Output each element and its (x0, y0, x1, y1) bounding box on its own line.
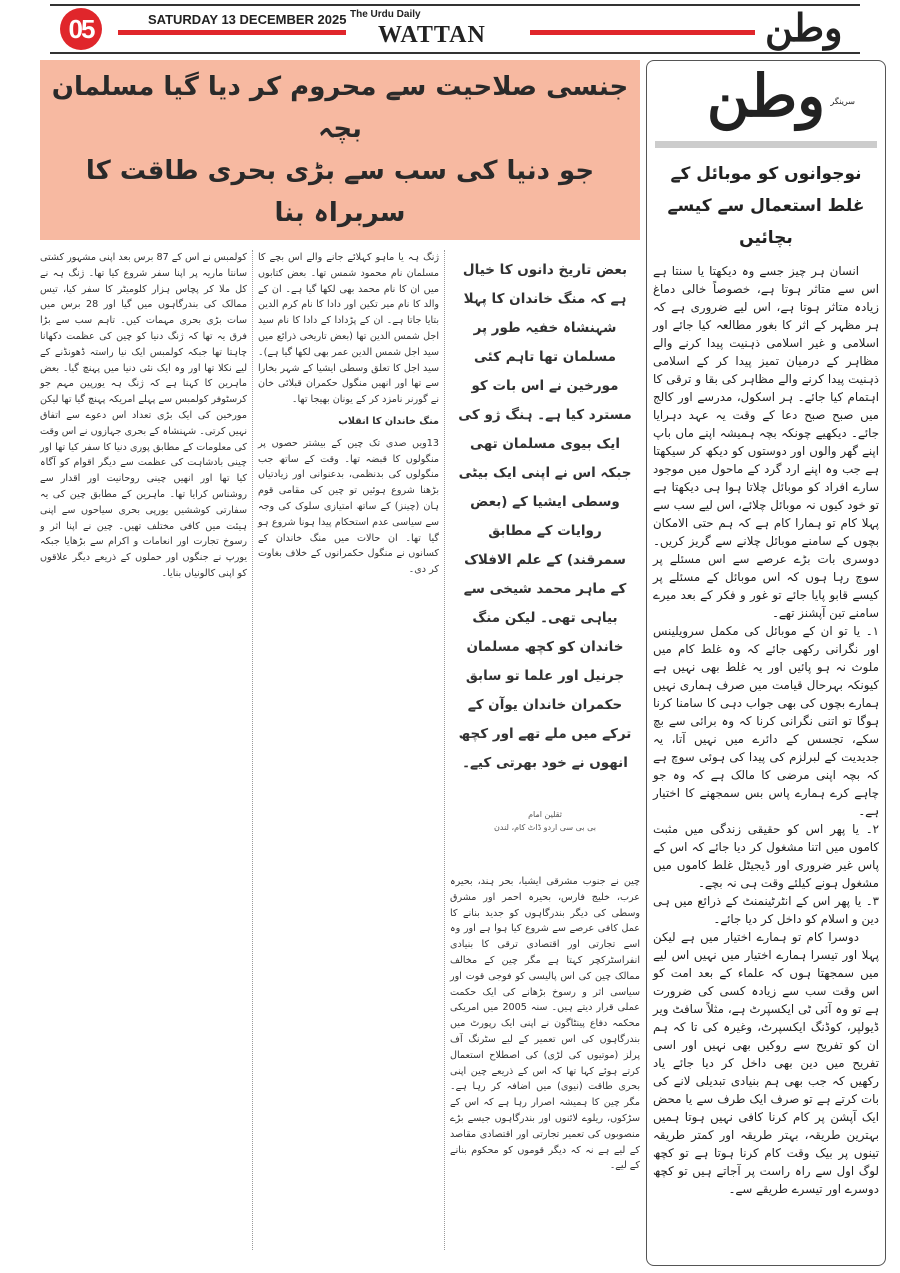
headline-line-2: جو دنیا کی سب سے بڑی بحری طاقت کا سربراہ بنا (85, 156, 595, 228)
sidebar-title (647, 158, 885, 254)
sidebar-paragraph: ٣۔ یا پھر اس کے انٹرٹینمنٹ کے ذرائع میں ہی دین و اسلام کو داخل کر دیا جائے۔ (653, 894, 879, 926)
article-column-2 (253, 250, 445, 1250)
masthead-title: WATTAN (378, 22, 486, 48)
sidebar-body (647, 262, 885, 1198)
sidebar-column (646, 60, 886, 1266)
masthead-tagline: The Urdu Daily (350, 9, 421, 20)
article-columns (40, 250, 640, 1250)
article-subheading: منگ خاندان کا انقلاب (338, 415, 439, 427)
article-paragraph: ژنگ ہہ یا ماہو کہلائے جانے والے اس بچے کا مسلمان نام محمود شمس تھا۔ بعض کتابوں میں ان کا نام محمد بھی لکھا گیا ہے۔ ان کے والد کا نام میر تکین اور دادا کا نام کرم الدین بتایا جاتا ہے۔ ان کے پڑدادا کے دادا کا نام سید اجل شمس الدین تھا (بعض تاریخی ذرائع میں سید اجل شمس الدین عمر بھی لکھا گیا ہے)۔ سید اجل کا تعلق وسطی ایشیا کے شہر بخارا سے تھا اور انھیں منگول حکمران قبلائی خان نے گورنر نامزد کر کے یونان بھیجا تھا۔ (258, 252, 439, 406)
top-rule (50, 4, 860, 6)
sidebar-title-line-1: نوجوانوں کو موبائل کے (670, 164, 862, 184)
sidebar-logo (647, 61, 885, 137)
sidebar-logo-subtext: سرینگر (830, 97, 855, 106)
headline-box (40, 60, 640, 240)
urdu-logo: وطن (765, 5, 843, 50)
pull-quote: بعض تاریخ دانوں کا خیال ہے کہ منگ خاندان کا پہلا شہنشاہ خفیہ طور پر مسلمان تھا تاہم کئی مورخین نے اس بات کو مسترد کیا ہے۔ ہنگ ژو کی ایک بیوی مسلمان تھی جبکہ اس نے اپنی ایک بیٹی وسطی ایشیا کے (بعض روایات کے مطابق سمرقند) کے علم الافلاک کے ماہر محمد شیخی سے بیاہی تھی۔ لیکن منگ خاندان کو کچھ مسلمان جرنیل اور علما تو سابق حکمران خاندان یوآن کے ترکے میں ملے تھے اور کچھ انھوں نے خود بھرتی کیے۔ (458, 262, 632, 771)
article-paragraph: کولمبس نے اس کے 87 برس بعد اپنی مشہور کشتی سانتا ماریہ پر اپنا سفر شروع کیا تھا۔ ژنگ ہہ نے کل ملا کر پچاس ہزار کلومیٹر کا سفر کیا، تیس ممالک کی بندرگاہوں میں گیا اور 28 برس میں سات بڑی بحری مہمات کیں۔ تاہم سب سے بڑا فرق یہ تھا کہ ژنگ دنیا کو چین کی عظمت دکھانا چاہتا تھا جبکہ کولمبس ایک نیا راستہ ڈھونڈنے کے لیے نکلا تھا اور وہ ایک نئی دنیا میں پہنچ گیا۔ بعض ماہرین کا کہنا ہے کہ ژنگ ہہ یورپین مہم جو کرسٹوفر کولمبس سے پہلے امریکہ پہنچ گیا تھا لیکن مورخین کی ایک بڑی تعداد اس دعوے سے اتفاق نہیں کرتی۔ شہنشاہ کے بحری جہازوں نے اس وقت کی معلومات کے مطابق پوری دنیا کا سفر کیا تھا اور چینی بادشاہت کی عظمت سے دیگر اقوام کو آگاہ کیا تھا اور انھیں چینی روحانیت اور اقدار سے روشناس کرایا تھا۔ ماہرین کے مطابق چین کی یہ سفارتی کوششیں یورپی بحری سیاحوں سے اپنی ہیئت میں کافی مختلف تھیں۔ چین نے اپنا اثر و رسوخ تجارت اور انعامات و اکرام سے بڑھایا جبکہ یورپ نے جنگوں اور حملوں کے ذریعے دیگر علاقوں کو اپنی کالونیاں بنایا۔ (40, 252, 247, 579)
divider (655, 141, 877, 148)
header-bottom-rule (50, 52, 860, 54)
headline-line-1: جنسی صلاحیت سے محروم کر دیا گیا مسلمان بچہ (51, 72, 629, 144)
byline (450, 808, 640, 834)
sidebar-logo-text: وطن (706, 62, 826, 130)
sidebar-paragraph: ٢۔ یا پھر اس کو حقیقی زندگی میں مثبت کاموں میں اتنا مشغول کر دیا جائے کہ اس کے پاس غیر ضروری اور ڈیجیٹل غلط کاموں میں مشغول ہونے کیلئے وقت ہی نہ بچے۔ (653, 822, 879, 890)
author-name: ثقلین امام (528, 810, 562, 819)
article-source: بی بی سی اردو ڈاٹ کام، لندن (494, 823, 596, 832)
header-red-bar-right (530, 30, 755, 35)
header-red-bar-left (118, 30, 346, 35)
sidebar-paragraph: ١۔ یا تو ان کے موبائل کی مکمل سرویلینس اور نگرانی رکھی جائے کہ وہ غلط کام میں ملوث نہ ہو پائیں اور یہ غلط بھی نہیں ہے کیونکہ بہرحال قیامت میں صرف ہماری نہیں ہمارے بچوں کی بھی جواب دہی کا سامنا کرنا ہوگا تو اتنی نگرانی کرنا کہ وہ برائی سے بچ سکے، تجسس کے دائرے میں نہیں آتا، یہ جدیدیت کے لبرلزم کی پیدا کی ہوئی سوچ ہے کہ بچہ اپنی مرضی کا مالک ہے کہ وہ جو چاہے کرے ہمارے پاس بس سمجھنے کا اختیار ہے۔ (653, 624, 879, 818)
sidebar-paragraph: انسان ہر چیز جسے وہ دیکھتا یا سنتا ہے اس سے متاثر ہوتا ہے، خصوصاً خالی دماغ زیادہ متاثر ہوتا ہے، اس لیے ضروری ہے کہ ہر مظہر کے اثر کا بغور مطالعہ کیا جائے اور اسلامی و غیر اسلامی ذہنیت پیدا کرنے والے مظاہر کے درمیان تمیز پیدا کر کے اسلامی ذہنیت پیدا کرنے والے مظاہر کی بقا و ترقی کا اہتمام کیا جائے۔ ہر اسکول، مدرسے اور کالج میں صبح صبح دعا کے وقت یہ عہد دہرایا جائے۔ دیکھیے چونکہ بچہ ہمیشہ اپنے ماں باپ اپنے گھر والوں اور دوستوں کو دیکھ کر سیکھتا ہے جب وہ اپنے ارد گرد کے ماحول میں موجود سارے افراد کو موبائل چلاتا ہوا ہی دیکھتا ہے تو خود کیوں نہ موبائل چلائے، اس لیے سب سے پہلا کام تو ہمارا کام ہے کہ ہم حتی الامکان بچوں کے سامنے موبائل چلانے سے گریز کریں۔ دوسری بات بڑے عرصے سے اس مسئلے پر سوچ رہا ہوں کہ اس موبائل کے مسئلے پر کیسے قابو پایا جائے تو غور و فکر کے بعد میرے سامنے تین آپشنز تھے۔ (653, 264, 879, 620)
main-article (40, 60, 640, 1250)
sidebar-paragraph: دوسرا کام تو ہمارے اختیار میں ہے لیکن پہلا اور تیسرا ہمارے اختیار میں نہیں اس لیے میں سمجھتا ہوں کہ علماء کے بعد امت کو اس وقت سب سے زیادہ کسی کی ضرورت ہے تو وہ آئی ٹی ایکسپرٹ ہے، مثلاً سافٹ ویر ڈیولپر، کوڈنگ ایکسپرٹ، وغیرہ کی تا کہ ہم ان کو تفریح سے روکیں بھی نہیں اور اسی تفریح میں دین بھی داخل کر دیا جائے یاد رکھیں کہ جب بھی ہم بنیادی تبدیلی لانے کی بات کرتے ہے تو صرف ایک طرف سے یا محض ایک آپشن پر کام کرنا کافی نہیں ہوتا ہمیں بہترین طریقہ، بہتر طریقہ اور کمتر طریقہ تینوں پر بیک وقت کام کرنا ہوتا ہے تو کچھ لوگ اول سے راہ راست پر آجاتے ہیں تو کچھ دوسرے اور تیسرے طریقے سے۔ (653, 930, 879, 1196)
article-column-1 (445, 250, 640, 1250)
article-paragraph: چین نے جنوب مشرقی ایشیا، بحر ہند، بحیرہ عرب، خلیج فارس، بحیرہ احمر اور مشرق وسطی کی دیگر بندرگاہوں کو جدید بنانے کا عمل کافی عرصے سے شروع کیا ہوا ہے اور وہ اسے تجارتی اور اقتصادی ترقی کا بنیادی انفراسٹرکچر کہتا ہے مگر چین کے مخالف ممالک چین کی اس پالیسی کو فوجی قوت اور سیاسی اثر و رسوخ بڑھانے کی ایک حکمت عملی قرار دیتے ہیں۔ سنہ 2005 میں امریکی محکمہ دفاع پینٹاگون نے اپنی ایک رپورٹ میں بندرگاہوں کی اس تعمیر کے لیے سٹرنگ آف پرلز (موتیوں کی لڑی) کی اصطلاح استعمال کرتے ہوئے کہا تھا کہ اس کے ذریعے چین اپنی بحری طاقت (نیوی) میں اضافہ کر رہا ہے۔ مگر چین کا ہمیشہ اصرار رہا ہے کہ اس کے سڑکوں، ریلوے لائنوں اور بندرگاہوں جیسے بڑے منصوبوں کی تعمیر تجارتی اور اقتصادی مقاصد کے لیے ہے نہ کہ دیگر قوموں کو محکوم بنانے کے لیے۔ (450, 876, 641, 1172)
article-column-3 (40, 250, 253, 1250)
issue-date: SATURDAY 13 DECEMBER 2025 (148, 12, 347, 27)
article-paragraph: 13ویں صدی تک چین کے بیشتر حصوں پر منگولوں کا قبضہ تھا۔ وقت کے ساتھ جب منگولوں کی بدنظمی، بدعنوانی اور زیادتیاں بڑھنا شروع ہوئیں تو چین کی مقامی قوم ہان (چینز) کے ساتھ امتیازی سلوک کی وجہ سے سیاسی عدم استحکام پیدا ہونا شروع ہو گیا تھا۔ ان حالات میں منگ خاندان کے کسانوں نے منگول حکمرانوں کے خلاف بغاوت کر دی۔ (258, 437, 439, 576)
sidebar-title-line-2: غلط استعمال سے کیسے بچائیں (667, 196, 865, 248)
page-number-badge: 05 (60, 8, 102, 50)
